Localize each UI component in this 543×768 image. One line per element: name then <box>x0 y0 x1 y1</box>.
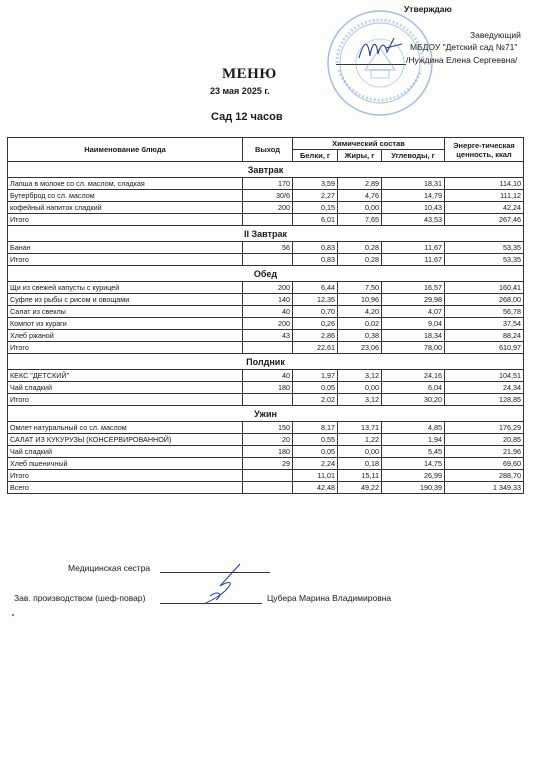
dish-protein: 0,70 <box>293 306 338 318</box>
dish-yield <box>243 394 293 406</box>
dish-yield: 40 <box>243 306 293 318</box>
dish-protein: 12,35 <box>293 294 338 306</box>
dish-carb: 11,67 <box>382 254 445 266</box>
dish-yield: 30/6 <box>243 190 293 202</box>
table-row <box>8 178 524 190</box>
dish-protein: 2,86 <box>293 330 338 342</box>
dish-fat: 4,76 <box>338 190 382 202</box>
dish-yield: 200 <box>243 318 293 330</box>
dish-protein: 1,97 <box>293 370 338 382</box>
section-row <box>8 226 524 242</box>
dish-yield <box>243 342 293 354</box>
dish-carb: 18,34 <box>382 330 445 342</box>
total-name: Всего <box>8 482 243 494</box>
document-title: МЕНЮ <box>222 66 277 82</box>
chef-label: Зав. производством (шеф-повар) <box>14 593 146 603</box>
dish-name: Итого <box>8 254 243 266</box>
dish-fat: 0,28 <box>338 242 382 254</box>
table-row <box>8 330 524 342</box>
dish-fat: 1,22 <box>338 434 382 446</box>
dish-name: Чай сладкий <box>8 382 243 394</box>
dish-name: КЕКС "ДЕТСКИЙ" <box>8 370 243 382</box>
dish-protein: 0,26 <box>293 318 338 330</box>
dish-energy: 267,46 <box>445 214 524 226</box>
ink-mark <box>12 614 14 616</box>
total-fat: 49,22 <box>338 482 382 494</box>
table-row <box>8 458 524 470</box>
total-energy: 1 349,33 <box>445 482 524 494</box>
dish-name: Щи из свежей капусты с курицей <box>8 282 243 294</box>
dish-carb: 29,98 <box>382 294 445 306</box>
dish-name: Итого <box>8 214 243 226</box>
chef-name: Цубера Марина Владимировна <box>267 593 392 603</box>
dish-yield: 140 <box>243 294 293 306</box>
dish-yield: 180 <box>243 446 293 458</box>
table-row <box>8 294 524 306</box>
dish-name: Чай сладкий <box>8 446 243 458</box>
dish-name: Суфле из рыбы с рисом и овощами <box>8 294 243 306</box>
dish-carb: 24,16 <box>382 370 445 382</box>
dish-energy: 111,12 <box>445 190 524 202</box>
menu-group: Сад 12 часов <box>211 111 283 123</box>
dish-protein: 0,15 <box>293 202 338 214</box>
col-header-carb: Углеводы, г <box>382 150 445 162</box>
dish-energy: 42,24 <box>445 202 524 214</box>
dish-protein: 0,83 <box>293 242 338 254</box>
approval-title: Утверждаю <box>404 4 452 14</box>
dish-carb: 30,20 <box>382 394 445 406</box>
dish-fat: 7,50 <box>338 282 382 294</box>
dish-fat: 0,02 <box>338 318 382 330</box>
dish-name: Итого <box>8 342 243 354</box>
dish-energy: 268,00 <box>445 294 524 306</box>
dish-energy: 21,96 <box>445 446 524 458</box>
dish-fat: 23,06 <box>338 342 382 354</box>
table-row <box>8 434 524 446</box>
dish-name: Итого <box>8 470 243 482</box>
dish-energy: 176,29 <box>445 422 524 434</box>
dish-fat: 0,38 <box>338 330 382 342</box>
table-row <box>8 318 524 330</box>
dish-yield: 150 <box>243 422 293 434</box>
col-header-fat: Жиры, г <box>338 150 382 162</box>
dish-protein: 6,01 <box>293 214 338 226</box>
table-row <box>8 242 524 254</box>
dish-yield: 43 <box>243 330 293 342</box>
dish-energy: 610,97 <box>445 342 524 354</box>
dish-carb: 1,94 <box>382 434 445 446</box>
table-row <box>8 306 524 318</box>
dish-protein: 8,17 <box>293 422 338 434</box>
dish-carb: 43,53 <box>382 214 445 226</box>
section-title: Полдник <box>8 354 524 370</box>
dish-carb: 5,45 <box>382 446 445 458</box>
col-header-protein: Белки, г <box>293 150 338 162</box>
dish-carb: 78,00 <box>382 342 445 354</box>
menu-date: 23 мая 2025 г. <box>210 86 270 96</box>
dish-fat: 13,71 <box>338 422 382 434</box>
dish-fat: 0,00 <box>338 446 382 458</box>
total-row <box>8 482 524 494</box>
menu-table <box>7 137 524 494</box>
dish-energy: 128,85 <box>445 394 524 406</box>
dish-energy: 288,70 <box>445 470 524 482</box>
dish-name: Лапша в молоке со сл. маслом, сладкая <box>8 178 243 190</box>
dish-yield: 29 <box>243 458 293 470</box>
dish-energy: 37,54 <box>445 318 524 330</box>
dish-yield <box>243 254 293 266</box>
dish-fat: 3,12 <box>338 370 382 382</box>
dish-protein: 2,27 <box>293 190 338 202</box>
table-row <box>8 382 524 394</box>
total-protein: 42,48 <box>293 482 338 494</box>
dish-yield: 180 <box>243 382 293 394</box>
dish-protein: 3,59 <box>293 178 338 190</box>
dish-name: кофейный напиток сладкий <box>8 202 243 214</box>
dish-energy: 53,35 <box>445 242 524 254</box>
table-row <box>8 470 524 482</box>
dish-protein: 11,01 <box>293 470 338 482</box>
dish-protein: 2,24 <box>293 458 338 470</box>
dish-energy: 24,34 <box>445 382 524 394</box>
dish-carb: 16,57 <box>382 282 445 294</box>
section-row <box>8 354 524 370</box>
approval-name: /Нуждина Елена Сергеевна/ <box>406 55 518 65</box>
dish-energy: 160,41 <box>445 282 524 294</box>
dish-protein: 2,02 <box>293 394 338 406</box>
dish-fat: 0,00 <box>338 382 382 394</box>
dish-name: Хлеб ржаной <box>8 330 243 342</box>
col-header-energy: Энерге-тическая ценность, ккал <box>445 138 524 162</box>
table-row <box>8 342 524 354</box>
dish-energy: 88,24 <box>445 330 524 342</box>
dish-yield: 170 <box>243 178 293 190</box>
section-row <box>8 266 524 282</box>
dish-fat: 0,18 <box>338 458 382 470</box>
section-title: II Завтрак <box>8 226 524 242</box>
section-title: Завтрак <box>8 162 524 178</box>
table-row <box>8 254 524 266</box>
dish-name: Салат из свеклы <box>8 306 243 318</box>
section-title: Обед <box>8 266 524 282</box>
dish-yield: 20 <box>243 434 293 446</box>
dish-yield: 56 <box>243 242 293 254</box>
dish-energy: 20,85 <box>445 434 524 446</box>
dish-protein: 0,05 <box>293 446 338 458</box>
dish-protein: 22,61 <box>293 342 338 354</box>
dish-name: Компот из кураги <box>8 318 243 330</box>
table-row <box>8 190 524 202</box>
dish-fat: 0,00 <box>338 202 382 214</box>
table-row <box>8 370 524 382</box>
dish-fat: 10,96 <box>338 294 382 306</box>
section-row <box>8 162 524 178</box>
dish-carb: 14,79 <box>382 190 445 202</box>
dish-protein: 0,05 <box>293 382 338 394</box>
nurse-label: Медицинская сестра <box>68 563 151 573</box>
dish-energy: 69,60 <box>445 458 524 470</box>
dish-yield: 40 <box>243 370 293 382</box>
dish-protein: 0,55 <box>293 434 338 446</box>
table-row <box>8 394 524 406</box>
dish-name: Омлет натуральный со сл. маслом <box>8 422 243 434</box>
menu-table-body <box>8 162 524 494</box>
dish-fat: 4,20 <box>338 306 382 318</box>
dish-name: Хлеб пшеничный <box>8 458 243 470</box>
dish-energy: 114,10 <box>445 178 524 190</box>
dish-yield: 200 <box>243 202 293 214</box>
table-row <box>8 282 524 294</box>
section-title: Ужин <box>8 406 524 422</box>
dish-carb: 11,67 <box>382 242 445 254</box>
dish-fat: 0,28 <box>338 254 382 266</box>
dish-name: САЛАТ ИЗ КУКУРУЗЫ (КОНСЕРВИРОВАННОЙ) <box>8 434 243 446</box>
total-yield <box>243 482 293 494</box>
section-row <box>8 406 524 422</box>
approval-role: Заведующий <box>470 30 521 40</box>
dish-carb: 9,04 <box>382 318 445 330</box>
dish-energy: 56,78 <box>445 306 524 318</box>
dish-carb: 10,43 <box>382 202 445 214</box>
dish-yield <box>243 470 293 482</box>
dish-name: Итого <box>8 394 243 406</box>
dish-carb: 6,04 <box>382 382 445 394</box>
col-header-name: Наименование блюда <box>8 138 243 162</box>
table-row <box>8 446 524 458</box>
dish-name: Банан <box>8 242 243 254</box>
dish-fat: 7,65 <box>338 214 382 226</box>
dish-fat: 2,89 <box>338 178 382 190</box>
dish-carb: 14,75 <box>382 458 445 470</box>
approval-org: МБДОУ "Детский сад №71" <box>410 42 518 52</box>
col-header-chem: Химический состав <box>293 138 445 150</box>
dish-fat: 15,11 <box>338 470 382 482</box>
dish-fat: 3,12 <box>338 394 382 406</box>
table-row <box>8 422 524 434</box>
approval-signature-icon <box>356 34 406 64</box>
dish-energy: 104,51 <box>445 370 524 382</box>
dish-energy: 53,35 <box>445 254 524 266</box>
table-row <box>8 214 524 226</box>
dish-carb: 4,85 <box>382 422 445 434</box>
dish-protein: 0,83 <box>293 254 338 266</box>
table-row <box>8 202 524 214</box>
dish-yield: 200 <box>243 282 293 294</box>
dish-carb: 26,99 <box>382 470 445 482</box>
dish-protein: 6,44 <box>293 282 338 294</box>
total-carb: 190,39 <box>382 482 445 494</box>
dish-yield <box>243 214 293 226</box>
chef-signature-icon <box>190 560 250 610</box>
dish-carb: 18,31 <box>382 178 445 190</box>
dish-name: Бутерброд со сл. маслом <box>8 190 243 202</box>
dish-carb: 4,07 <box>382 306 445 318</box>
col-header-yield: Выход <box>243 138 293 162</box>
